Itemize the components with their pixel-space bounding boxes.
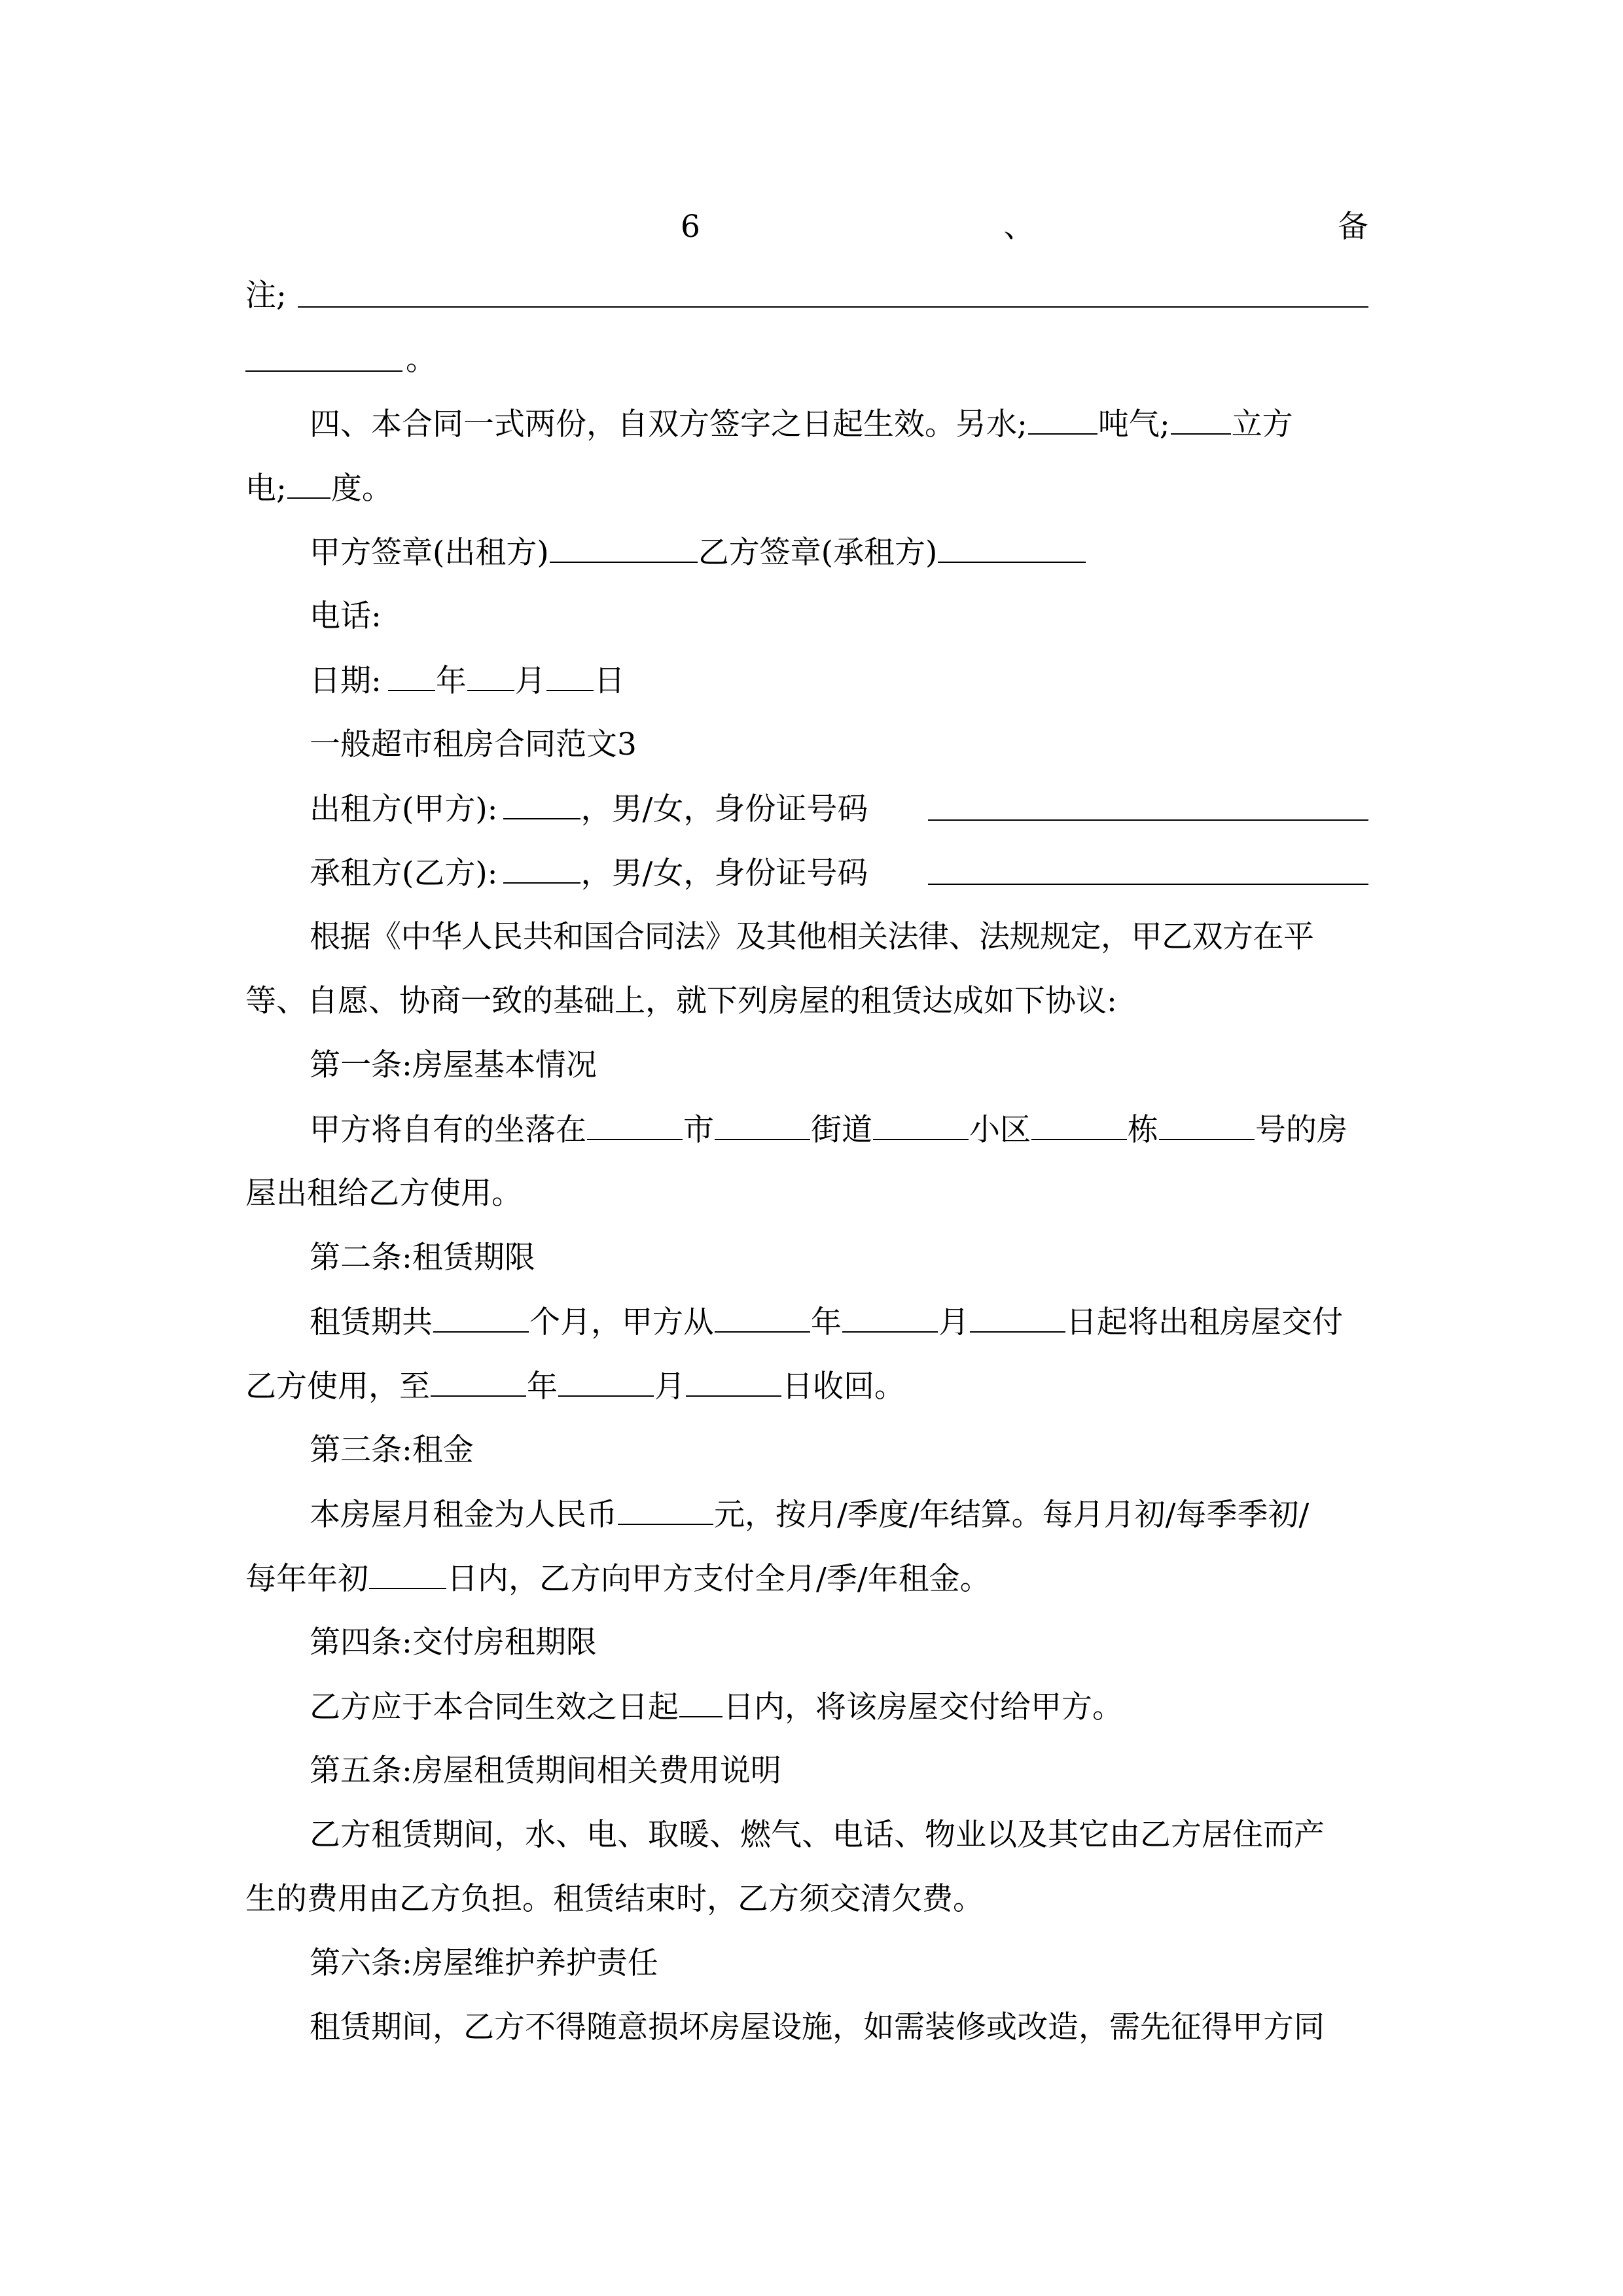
doc-line-signatures: 甲方签章(出租方) 乙方签章(承租方)	[310, 537, 1086, 568]
doc-article-3-body-1: 本房屋月租金为人民币 元，按月/季度/年结算。每月月初/每季季初/	[310, 1497, 1310, 1533]
lessor-id-blank	[928, 819, 1368, 821]
rent-amount-blank	[618, 1499, 713, 1525]
lessee-signature-blank	[938, 537, 1086, 563]
doc-article-4-heading: 第四条:交付房租期限	[310, 1624, 597, 1660]
city-blank	[587, 1114, 683, 1140]
doc-paragraph-preamble-1: 根据《中华人民共和国合同法》及其他相关法律、法规规定，甲乙双方在平	[310, 919, 1314, 955]
doc-paragraph-preamble-2: 等、自愿、协商一致的基础上，就下列房屋的租赁达成如下协议:	[245, 983, 1117, 1019]
doc-article-5-body-1: 乙方租赁期间，水、电、取暖、燃气、电话、物业以及其它由乙方居住而产	[310, 1817, 1325, 1853]
community-blank	[873, 1114, 969, 1140]
doc-line-lessee: 承租方(乙方): ，男/女，身份证号码	[310, 855, 868, 891]
doc-article-3-body-2: 每年年初 日内，乙方向甲方支付全月/季/年租金。	[245, 1561, 991, 1597]
end-day-blank	[686, 1371, 781, 1397]
doc-article-6-heading: 第六条:房屋维护养护责任	[310, 1945, 658, 1981]
start-year-blank	[715, 1306, 810, 1333]
date-year-blank	[388, 665, 435, 691]
doc-line-remarks-heading: 6 、 备	[681, 209, 1368, 245]
payment-days-blank	[369, 1563, 446, 1589]
doc-line-electricity: 电; 度。	[245, 471, 393, 507]
start-month-blank	[842, 1306, 938, 1333]
doc-article-2-heading: 第二条:租赁期限	[310, 1240, 535, 1276]
building-blank	[1031, 1114, 1127, 1140]
doc-line-remarks-label: 注;	[245, 278, 287, 314]
lessor-signature-blank	[550, 537, 698, 563]
remarks-blank-line-1	[298, 306, 1368, 308]
remarks-blank-line-2	[245, 370, 402, 372]
lease-months-blank	[433, 1306, 529, 1333]
doc-article-5-heading: 第五条:房屋租赁期间相关费用说明	[310, 1753, 781, 1789]
date-day-blank	[546, 665, 594, 691]
doc-line-date: 日期: 年 月 日	[310, 663, 625, 699]
doc-article-1-body-1: 甲方将自有的坐落在 市 街道 小区 栋 号的房	[310, 1112, 1347, 1148]
doc-clause-four: 四、本合同一式两份，自双方签字之日起生效。另水; 吨气; 立方	[310, 406, 1293, 442]
handover-days-blank	[679, 1691, 722, 1717]
doc-line-lessor: 出租方(甲方): ，男/女，身份证号码	[310, 791, 868, 827]
doc-article-4-body: 乙方应于本合同生效之日起 日内，将该房屋交付给甲方。	[310, 1689, 1123, 1725]
number-blank	[1159, 1114, 1255, 1140]
lessee-name-blank	[503, 857, 580, 884]
end-month-blank	[558, 1371, 654, 1397]
doc-article-2-body-1: 租赁期共 个月，甲方从 年 月 日起将出租房屋交付	[310, 1304, 1343, 1340]
gas-blank	[1171, 408, 1231, 435]
doc-title: 一般超市租房合同范文3	[310, 726, 637, 762]
water-blank	[1028, 408, 1097, 435]
doc-line-phone: 电话:	[310, 598, 382, 634]
date-month-blank	[467, 665, 514, 691]
doc-line-remarks-end: 。	[406, 342, 437, 378]
doc-article-3-heading: 第三条:租金	[310, 1432, 474, 1468]
doc-article-1-heading: 第一条:房屋基本情况	[310, 1047, 597, 1083]
end-year-blank	[431, 1371, 526, 1397]
doc-article-5-body-2: 生的费用由乙方负担。租赁结束时，乙方须交清欠费。	[245, 1881, 984, 1917]
doc-article-2-body-2: 乙方使用，至 年 月 日收回。	[245, 1369, 905, 1405]
street-blank	[715, 1114, 810, 1140]
electricity-blank	[287, 473, 330, 499]
doc-article-1-body-2: 屋出租给乙方使用。	[245, 1175, 522, 1211]
lessee-id-blank	[928, 884, 1368, 885]
lessor-name-blank	[503, 793, 580, 819]
start-day-blank	[970, 1306, 1065, 1333]
doc-article-6-body-1: 租赁期间，乙方不得随意损坏房屋设施，如需装修或改造，需先征得甲方同	[310, 2009, 1325, 2045]
